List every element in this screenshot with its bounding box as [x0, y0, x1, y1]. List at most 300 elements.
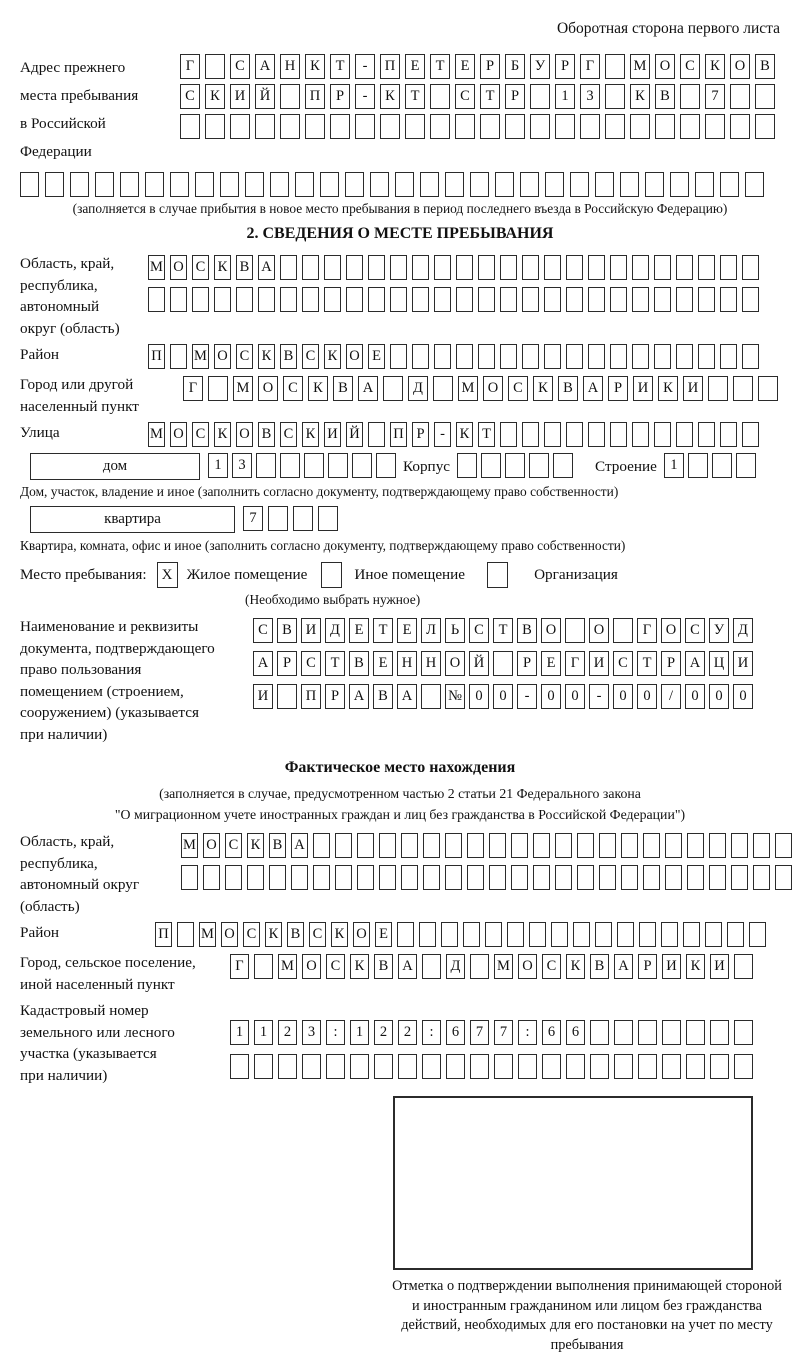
char-cell[interactable]	[734, 954, 753, 979]
char-cell[interactable]	[645, 172, 664, 197]
char-cell[interactable]	[698, 255, 715, 280]
char-cell[interactable]	[304, 453, 324, 478]
char-cell[interactable]	[434, 255, 451, 280]
char-cell[interactable]	[379, 865, 396, 890]
char-cell[interactable]	[470, 1054, 489, 1079]
char-cell[interactable]	[599, 865, 616, 890]
char-cell[interactable]: Р	[412, 422, 429, 447]
char-cell[interactable]: П	[155, 922, 172, 947]
char-cell[interactable]: И	[710, 954, 729, 979]
char-cell[interactable]: К	[331, 922, 348, 947]
char-cell[interactable]	[753, 833, 770, 858]
char-cell[interactable]	[617, 922, 634, 947]
char-cell[interactable]	[720, 255, 737, 280]
char-cell[interactable]	[470, 172, 489, 197]
checkbox-other-premises[interactable]	[321, 562, 342, 588]
char-cell[interactable]	[742, 344, 759, 369]
char-cell[interactable]	[595, 172, 614, 197]
char-cell[interactable]	[542, 1054, 561, 1079]
char-cell[interactable]: 7	[705, 84, 725, 109]
char-cell[interactable]: 2	[278, 1020, 297, 1045]
char-cell[interactable]	[710, 1020, 729, 1045]
char-cell[interactable]	[430, 114, 450, 139]
char-cell[interactable]	[500, 344, 517, 369]
char-cell[interactable]	[621, 833, 638, 858]
char-cell[interactable]	[577, 865, 594, 890]
char-cell[interactable]: Т	[480, 84, 500, 109]
char-cell[interactable]	[500, 287, 517, 312]
char-cell[interactable]	[749, 922, 766, 947]
char-cell[interactable]	[758, 376, 778, 401]
char-cell[interactable]	[302, 287, 319, 312]
char-cell[interactable]	[710, 1054, 729, 1079]
char-cell[interactable]: О	[518, 954, 537, 979]
char-cell[interactable]	[654, 344, 671, 369]
char-cell[interactable]: К	[705, 54, 725, 79]
char-cell[interactable]	[533, 865, 550, 890]
char-cell[interactable]	[350, 1054, 369, 1079]
char-cell[interactable]	[590, 1020, 609, 1045]
char-cell[interactable]	[181, 865, 198, 890]
char-cell[interactable]: Й	[469, 651, 489, 676]
char-cell[interactable]	[120, 172, 139, 197]
char-cell[interactable]	[177, 922, 194, 947]
char-cell[interactable]	[507, 922, 524, 947]
char-cell[interactable]: И	[589, 651, 609, 676]
char-cell[interactable]	[522, 287, 539, 312]
char-cell[interactable]: -	[517, 684, 537, 709]
char-cell[interactable]	[346, 255, 363, 280]
char-cell[interactable]	[605, 114, 625, 139]
char-cell[interactable]	[555, 833, 572, 858]
char-cell[interactable]	[419, 922, 436, 947]
char-cell[interactable]: Т	[405, 84, 425, 109]
char-cell[interactable]	[302, 255, 319, 280]
char-cell[interactable]	[505, 114, 525, 139]
char-cell[interactable]	[203, 865, 220, 890]
char-cell[interactable]	[398, 1054, 417, 1079]
char-cell[interactable]	[683, 922, 700, 947]
char-cell[interactable]	[247, 865, 264, 890]
char-cell[interactable]	[638, 1054, 657, 1079]
char-cell[interactable]	[643, 865, 660, 890]
char-cell[interactable]	[278, 1054, 297, 1079]
char-cell[interactable]: И	[633, 376, 653, 401]
char-cell[interactable]: С	[309, 922, 326, 947]
char-cell[interactable]	[661, 922, 678, 947]
char-cell[interactable]	[374, 1054, 393, 1079]
char-cell[interactable]	[254, 1054, 273, 1079]
char-cell[interactable]: Т	[325, 651, 345, 676]
char-cell[interactable]	[357, 865, 374, 890]
char-cell[interactable]	[577, 833, 594, 858]
char-cell[interactable]: В	[258, 422, 275, 447]
char-cell[interactable]	[555, 114, 575, 139]
char-cell[interactable]: А	[398, 954, 417, 979]
char-cell[interactable]	[280, 255, 297, 280]
char-cell[interactable]	[632, 344, 649, 369]
char-cell[interactable]: Т	[493, 618, 513, 643]
char-cell[interactable]: К	[658, 376, 678, 401]
char-cell[interactable]: К	[214, 255, 231, 280]
char-cell[interactable]	[605, 84, 625, 109]
char-cell[interactable]	[544, 344, 561, 369]
char-cell[interactable]: В	[349, 651, 369, 676]
char-cell[interactable]: К	[630, 84, 650, 109]
char-cell[interactable]	[45, 172, 64, 197]
char-cell[interactable]	[632, 255, 649, 280]
char-cell[interactable]	[368, 255, 385, 280]
char-cell[interactable]	[730, 114, 750, 139]
char-cell[interactable]: Г	[180, 54, 200, 79]
char-cell[interactable]	[305, 114, 325, 139]
char-cell[interactable]	[423, 865, 440, 890]
char-cell[interactable]	[445, 172, 464, 197]
char-cell[interactable]	[489, 865, 506, 890]
char-cell[interactable]	[529, 453, 549, 478]
char-cell[interactable]: Л	[421, 618, 441, 643]
char-cell[interactable]	[70, 172, 89, 197]
char-cell[interactable]	[570, 172, 589, 197]
char-cell[interactable]	[383, 376, 403, 401]
char-cell[interactable]: Д	[733, 618, 753, 643]
char-cell[interactable]	[580, 114, 600, 139]
char-cell[interactable]	[745, 172, 764, 197]
char-cell[interactable]	[230, 114, 250, 139]
char-cell[interactable]: :	[422, 1020, 441, 1045]
char-cell[interactable]	[566, 422, 583, 447]
char-cell[interactable]	[590, 1054, 609, 1079]
char-cell[interactable]	[522, 422, 539, 447]
char-cell[interactable]	[412, 255, 429, 280]
char-cell[interactable]	[555, 865, 572, 890]
char-cell[interactable]	[455, 114, 475, 139]
char-cell[interactable]: В	[280, 344, 297, 369]
char-cell[interactable]	[422, 954, 441, 979]
char-cell[interactable]	[610, 255, 627, 280]
char-cell[interactable]	[605, 54, 625, 79]
char-cell[interactable]: К	[302, 422, 319, 447]
char-cell[interactable]: Е	[455, 54, 475, 79]
char-cell[interactable]: С	[680, 54, 700, 79]
char-cell[interactable]	[734, 1054, 753, 1079]
char-cell[interactable]	[614, 1054, 633, 1079]
char-cell[interactable]: М	[278, 954, 297, 979]
char-cell[interactable]	[456, 344, 473, 369]
char-cell[interactable]	[643, 833, 660, 858]
char-cell[interactable]: С	[685, 618, 705, 643]
char-cell[interactable]	[430, 84, 450, 109]
char-cell[interactable]: К	[456, 422, 473, 447]
char-cell[interactable]: Р	[517, 651, 537, 676]
char-cell[interactable]	[446, 1054, 465, 1079]
char-cell[interactable]	[698, 344, 715, 369]
char-cell[interactable]	[610, 344, 627, 369]
char-cell[interactable]	[686, 1054, 705, 1079]
char-cell[interactable]: И	[301, 618, 321, 643]
char-cell[interactable]: X	[157, 562, 178, 588]
char-cell[interactable]: И	[324, 422, 341, 447]
char-cell[interactable]: 0	[565, 684, 585, 709]
char-cell[interactable]	[613, 618, 633, 643]
char-cell[interactable]: О	[655, 54, 675, 79]
char-cell[interactable]	[291, 865, 308, 890]
char-cell[interactable]: Н	[421, 651, 441, 676]
char-cell[interactable]	[467, 865, 484, 890]
char-cell[interactable]: Р	[330, 84, 350, 109]
char-cell[interactable]	[405, 114, 425, 139]
char-cell[interactable]	[280, 114, 300, 139]
char-cell[interactable]	[495, 172, 514, 197]
char-cell[interactable]	[20, 172, 39, 197]
checkbox-organization[interactable]	[487, 562, 508, 588]
char-cell[interactable]	[709, 865, 726, 890]
char-cell[interactable]: К	[380, 84, 400, 109]
char-cell[interactable]: М	[494, 954, 513, 979]
char-cell[interactable]	[457, 453, 477, 478]
char-cell[interactable]	[566, 1054, 585, 1079]
char-cell[interactable]	[720, 344, 737, 369]
char-cell[interactable]	[705, 114, 725, 139]
char-cell[interactable]: Е	[405, 54, 425, 79]
char-cell[interactable]	[205, 114, 225, 139]
char-cell[interactable]	[731, 833, 748, 858]
char-cell[interactable]: М	[458, 376, 478, 401]
char-cell[interactable]	[355, 114, 375, 139]
char-cell[interactable]: С	[225, 833, 242, 858]
char-cell[interactable]	[742, 287, 759, 312]
char-cell[interactable]: О	[730, 54, 750, 79]
char-cell[interactable]: С	[192, 422, 209, 447]
char-cell[interactable]	[397, 922, 414, 947]
char-cell[interactable]	[295, 172, 314, 197]
char-cell[interactable]: О	[661, 618, 681, 643]
char-cell[interactable]	[277, 684, 297, 709]
char-cell[interactable]	[588, 287, 605, 312]
char-cell[interactable]	[280, 287, 297, 312]
char-cell[interactable]	[588, 255, 605, 280]
char-cell[interactable]	[420, 172, 439, 197]
char-cell[interactable]	[500, 422, 517, 447]
char-cell[interactable]: У	[530, 54, 550, 79]
char-cell[interactable]: А	[358, 376, 378, 401]
char-cell[interactable]: О	[589, 618, 609, 643]
char-cell[interactable]	[485, 922, 502, 947]
char-cell[interactable]	[478, 344, 495, 369]
char-cell[interactable]	[630, 114, 650, 139]
char-cell[interactable]	[755, 84, 775, 109]
char-cell[interactable]	[258, 287, 275, 312]
char-cell[interactable]: Е	[375, 922, 392, 947]
char-cell[interactable]	[614, 1020, 633, 1045]
char-cell[interactable]	[638, 1020, 657, 1045]
char-cell[interactable]: К	[305, 54, 325, 79]
char-cell[interactable]: 1	[555, 84, 575, 109]
char-cell[interactable]	[708, 376, 728, 401]
char-cell[interactable]: У	[709, 618, 729, 643]
char-cell[interactable]: 2	[374, 1020, 393, 1045]
char-cell[interactable]	[734, 1020, 753, 1045]
char-cell[interactable]: №	[445, 684, 465, 709]
char-cell[interactable]	[478, 287, 495, 312]
char-cell[interactable]	[632, 422, 649, 447]
char-cell[interactable]	[698, 287, 715, 312]
char-cell[interactable]	[214, 287, 231, 312]
char-cell[interactable]	[293, 506, 313, 531]
char-cell[interactable]: Н	[280, 54, 300, 79]
char-cell[interactable]: 0	[541, 684, 561, 709]
char-cell[interactable]: М	[192, 344, 209, 369]
char-cell[interactable]	[313, 865, 330, 890]
char-cell[interactable]	[599, 833, 616, 858]
char-cell[interactable]	[654, 422, 671, 447]
char-cell[interactable]: С	[253, 618, 273, 643]
char-cell[interactable]: А	[397, 684, 417, 709]
char-cell[interactable]: 1	[664, 453, 684, 478]
char-cell[interactable]	[423, 833, 440, 858]
char-cell[interactable]: И	[230, 84, 250, 109]
char-cell[interactable]	[302, 1054, 321, 1079]
char-cell[interactable]	[665, 865, 682, 890]
char-cell[interactable]	[254, 954, 273, 979]
char-cell[interactable]: Р	[555, 54, 575, 79]
char-cell[interactable]	[686, 1020, 705, 1045]
char-cell[interactable]	[695, 172, 714, 197]
char-cell[interactable]: К	[247, 833, 264, 858]
char-cell[interactable]: А	[291, 833, 308, 858]
char-cell[interactable]	[412, 344, 429, 369]
char-cell[interactable]: О	[483, 376, 503, 401]
char-cell[interactable]	[688, 453, 708, 478]
char-cell[interactable]	[481, 453, 501, 478]
char-cell[interactable]	[345, 172, 364, 197]
char-cell[interactable]	[755, 114, 775, 139]
char-cell[interactable]	[148, 287, 165, 312]
char-cell[interactable]: А	[614, 954, 633, 979]
char-cell[interactable]	[220, 172, 239, 197]
char-cell[interactable]	[775, 865, 792, 890]
char-cell[interactable]: П	[148, 344, 165, 369]
char-cell[interactable]: К	[324, 344, 341, 369]
char-cell[interactable]	[544, 287, 561, 312]
char-cell[interactable]: М	[148, 255, 165, 280]
char-cell[interactable]	[205, 54, 225, 79]
char-cell[interactable]: В	[269, 833, 286, 858]
char-cell[interactable]: К	[686, 954, 705, 979]
char-cell[interactable]	[565, 618, 585, 643]
char-cell[interactable]	[456, 287, 473, 312]
char-cell[interactable]	[573, 922, 590, 947]
char-cell[interactable]	[529, 922, 546, 947]
char-cell[interactable]	[727, 922, 744, 947]
char-cell[interactable]	[610, 287, 627, 312]
char-cell[interactable]	[670, 172, 689, 197]
char-cell[interactable]	[328, 453, 348, 478]
char-cell[interactable]: К	[566, 954, 585, 979]
char-cell[interactable]: Т	[330, 54, 350, 79]
char-cell[interactable]: С	[192, 255, 209, 280]
char-cell[interactable]	[95, 172, 114, 197]
char-cell[interactable]: И	[662, 954, 681, 979]
char-cell[interactable]	[230, 1054, 249, 1079]
char-cell[interactable]	[256, 453, 276, 478]
char-cell[interactable]: А	[255, 54, 275, 79]
char-cell[interactable]: О	[236, 422, 253, 447]
char-cell[interactable]	[705, 922, 722, 947]
char-cell[interactable]: Д	[446, 954, 465, 979]
char-cell[interactable]	[170, 344, 187, 369]
char-cell[interactable]	[368, 422, 385, 447]
checkbox-residential[interactable]	[157, 562, 178, 588]
char-cell[interactable]	[225, 865, 242, 890]
char-cell[interactable]	[720, 422, 737, 447]
char-cell[interactable]	[731, 865, 748, 890]
char-cell[interactable]: -	[355, 54, 375, 79]
char-cell[interactable]: С	[230, 54, 250, 79]
char-cell[interactable]: -	[589, 684, 609, 709]
char-cell[interactable]: 6	[542, 1020, 561, 1045]
char-cell[interactable]: 3	[302, 1020, 321, 1045]
char-cell[interactable]: М	[630, 54, 650, 79]
char-cell[interactable]	[511, 833, 528, 858]
char-cell[interactable]: А	[583, 376, 603, 401]
char-cell[interactable]	[268, 506, 288, 531]
char-cell[interactable]	[445, 865, 462, 890]
char-cell[interactable]	[335, 865, 352, 890]
char-cell[interactable]: 2	[398, 1020, 417, 1045]
char-cell[interactable]	[676, 422, 693, 447]
char-cell[interactable]: В	[755, 54, 775, 79]
char-cell[interactable]	[421, 684, 441, 709]
char-cell[interactable]: С	[280, 422, 297, 447]
char-cell[interactable]: -	[434, 422, 451, 447]
char-cell[interactable]: О	[214, 344, 231, 369]
char-cell[interactable]	[280, 453, 300, 478]
char-cell[interactable]: Р	[661, 651, 681, 676]
char-cell[interactable]: 6	[446, 1020, 465, 1045]
char-cell[interactable]	[639, 922, 656, 947]
char-cell[interactable]	[736, 453, 756, 478]
char-cell[interactable]: Р	[505, 84, 525, 109]
char-cell[interactable]: В	[333, 376, 353, 401]
char-cell[interactable]: 1	[208, 453, 228, 478]
char-cell[interactable]: Г	[580, 54, 600, 79]
char-cell[interactable]	[655, 114, 675, 139]
char-cell[interactable]: М	[199, 922, 216, 947]
char-cell[interactable]: 0	[469, 684, 489, 709]
char-cell[interactable]: 3	[580, 84, 600, 109]
char-cell[interactable]	[434, 344, 451, 369]
char-cell[interactable]: О	[170, 255, 187, 280]
char-cell[interactable]	[621, 865, 638, 890]
char-cell[interactable]	[401, 833, 418, 858]
char-cell[interactable]	[255, 114, 275, 139]
char-cell[interactable]: К	[265, 922, 282, 947]
char-cell[interactable]: Н	[397, 651, 417, 676]
char-cell[interactable]	[463, 922, 480, 947]
char-cell[interactable]: Р	[480, 54, 500, 79]
char-cell[interactable]: О	[302, 954, 321, 979]
char-cell[interactable]	[520, 172, 539, 197]
char-cell[interactable]	[588, 422, 605, 447]
char-cell[interactable]: К	[205, 84, 225, 109]
char-cell[interactable]: К	[214, 422, 231, 447]
char-cell[interactable]	[687, 833, 704, 858]
char-cell[interactable]	[753, 865, 770, 890]
char-cell[interactable]	[145, 172, 164, 197]
char-cell[interactable]	[368, 287, 385, 312]
char-cell[interactable]: Е	[397, 618, 417, 643]
